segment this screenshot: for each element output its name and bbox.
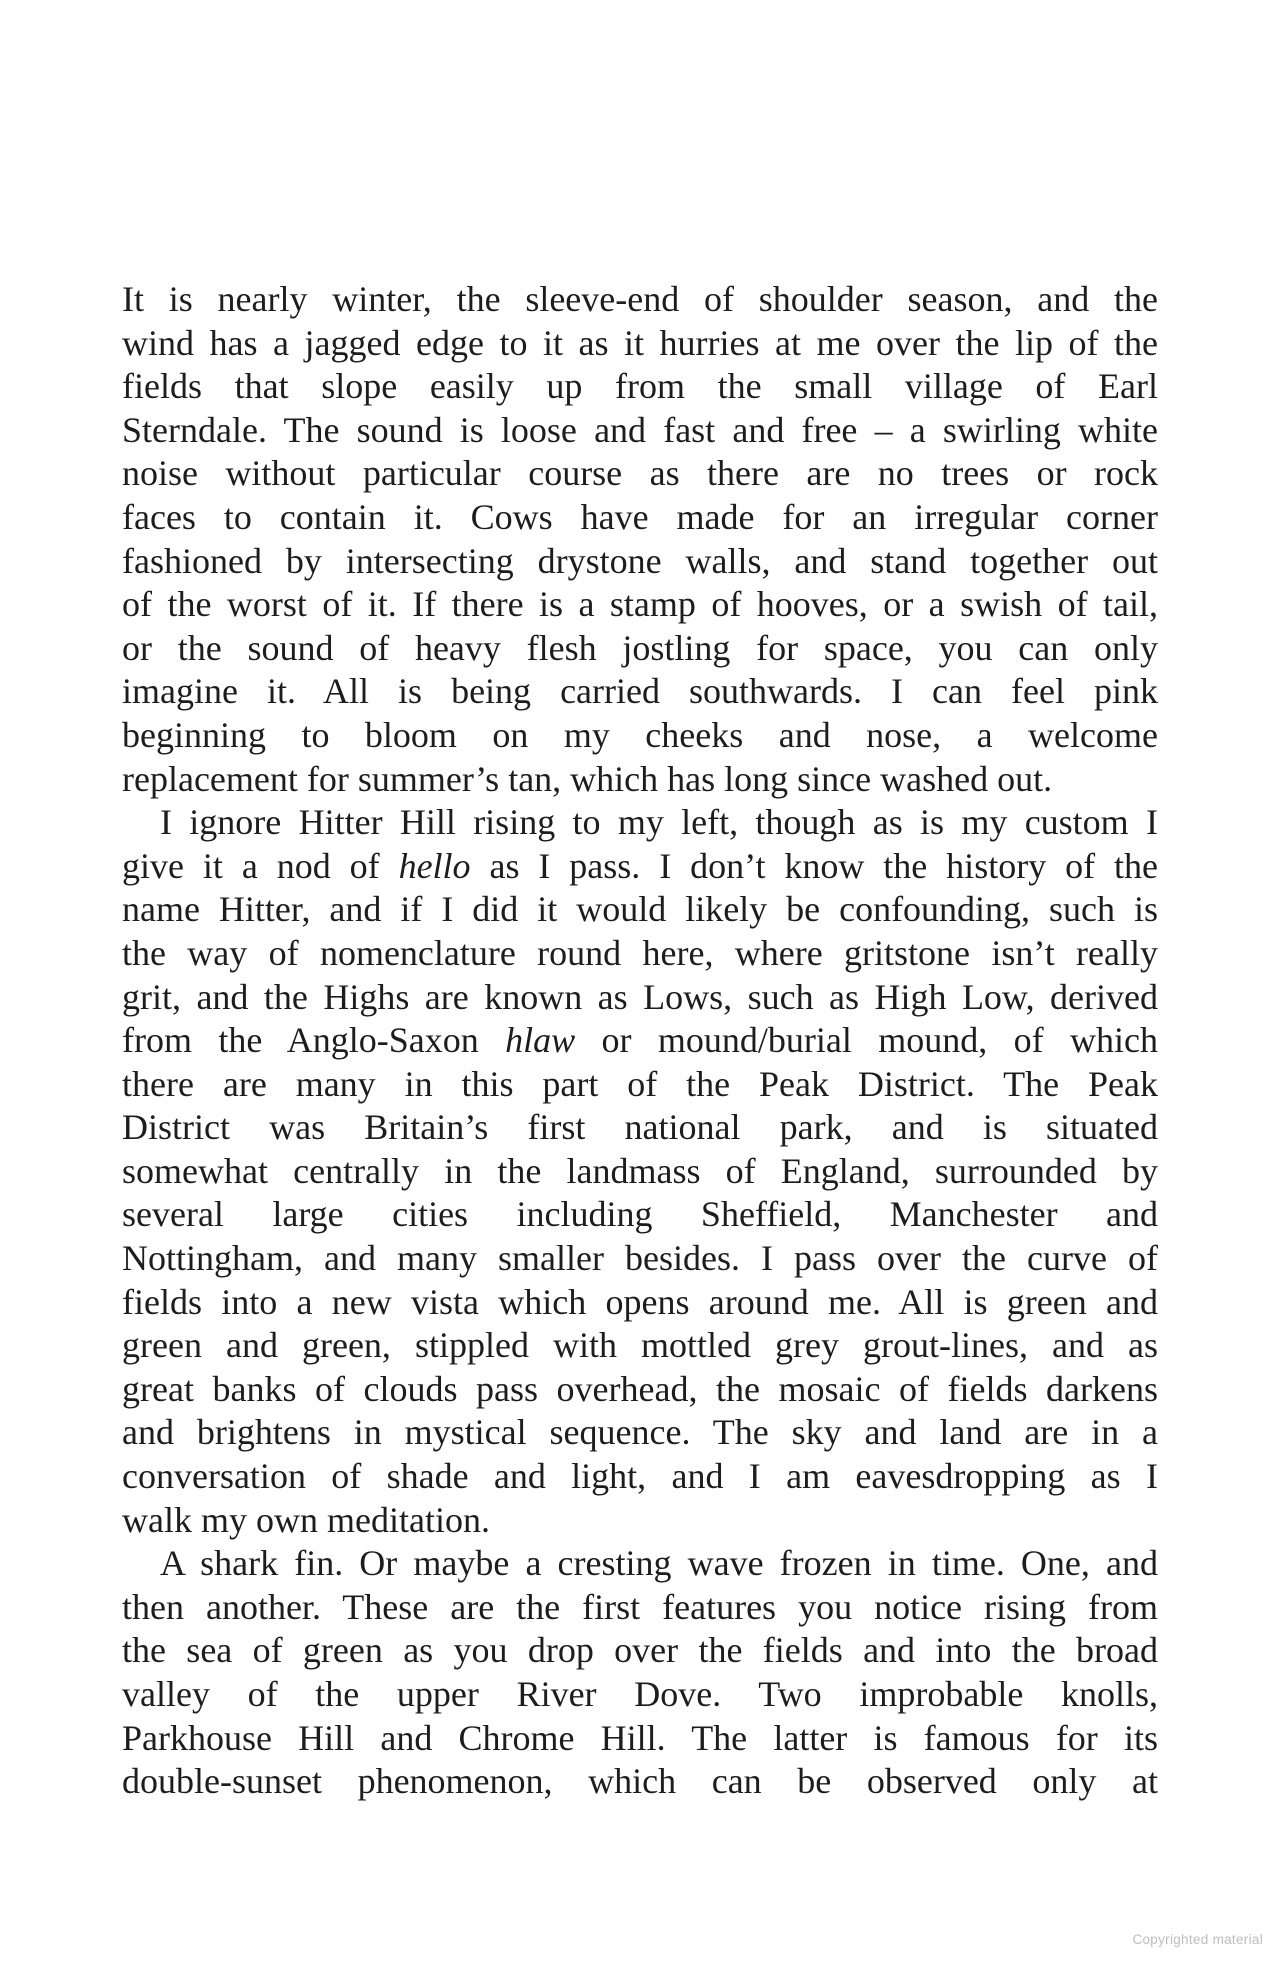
text-line: noise without particular course as there are no trees or rock [122, 453, 1158, 494]
text-line: wind has a jagged edge to it as it hurries at me over the lip of the [122, 322, 1158, 363]
text-line: imagine it. All is being carried southwards. I can feel pink [122, 671, 1158, 712]
watermark: Copyrighted material [1132, 1932, 1263, 1947]
text-line: give it a nod of hello as I pass. I don’t know the history of the [122, 845, 1158, 886]
text-line: several large cities including Sheffield, Manchester and [122, 1194, 1158, 1235]
text-line: name Hitter, and if I did it would likely be confounding, such is [122, 889, 1158, 930]
text-line: District was Britain’s first national park, and is situated [122, 1107, 1158, 1148]
text-line: Sterndale. The sound is loose and fast and free – a swirling white [122, 409, 1158, 450]
text-line: great banks of clouds pass overhead, the mosaic of fields darkens [122, 1368, 1158, 1409]
text-line: conversation of shade and light, and I am eavesdropping as I [122, 1456, 1158, 1497]
text-line: of the worst of it. If there is a stamp of hooves, or a swish of tail, [122, 584, 1158, 625]
text-line: grit, and the Highs are known as Lows, such as High Low, derived [122, 976, 1158, 1017]
text-line: fields that slope easily up from the small village of Earl [122, 366, 1158, 407]
text-line: the sea of green as you drop over the fields and into the broad [122, 1630, 1158, 1671]
text-line: Nottingham, and many smaller besides. I pass over the curve of [122, 1238, 1158, 1279]
text-line: beginning to bloom on my cheeks and nose, a welcome [122, 714, 1158, 755]
text-block [122, 278, 1158, 1804]
text-line: then another. These are the first features you notice rising from [122, 1586, 1158, 1627]
text-line: from the Anglo-Saxon hlaw or mound/burial mound, of which [122, 1020, 1158, 1061]
text-line: It is nearly winter, the sleeve-end of shoulder season, and the [122, 279, 1158, 319]
text-line: A shark fin. Or maybe a cresting wave frozen in time. One, and [160, 1543, 1158, 1584]
text-line: valley of the upper River Dove. Two improbable knolls, [122, 1674, 1158, 1714]
text-line: Parkhouse Hill and Chrome Hill. The latter is famous for its [122, 1717, 1158, 1758]
paragraph [122, 801, 1158, 1542]
text-line: there are many in this part of the Peak District. The Peak [122, 1063, 1158, 1104]
paragraph [122, 1542, 1158, 1804]
text-line: the way of nomenclature round here, where gritstone isn’t really [122, 932, 1158, 973]
text-line: or the sound of heavy flesh jostling for space, you can only [122, 627, 1158, 668]
text-line: double-sunset phenomenon, which can be observed only at [122, 1761, 1158, 1802]
text-line: and brightens in mystical sequence. The sky and land are in a [122, 1412, 1158, 1453]
text-line: replacement for summer’s tan, which has long since washed out. [122, 758, 1053, 799]
text-line: somewhat centrally in the landmass of England, surrounded by [122, 1150, 1158, 1191]
text-line: fashioned by intersecting drystone walls, and stand together out [122, 540, 1158, 581]
text-line: I ignore Hitter Hill rising to my left, though as is my custom I [160, 802, 1158, 843]
paragraph [122, 278, 1158, 801]
text-line: walk my own meditation. [122, 1499, 490, 1540]
text-line: green and green, stippled with mottled grey grout-lines, and as [122, 1325, 1158, 1366]
text-line: fields into a new vista which opens around me. All is green and [122, 1281, 1158, 1322]
text-line: faces to contain it. Cows have made for an irregular corner [122, 496, 1158, 537]
